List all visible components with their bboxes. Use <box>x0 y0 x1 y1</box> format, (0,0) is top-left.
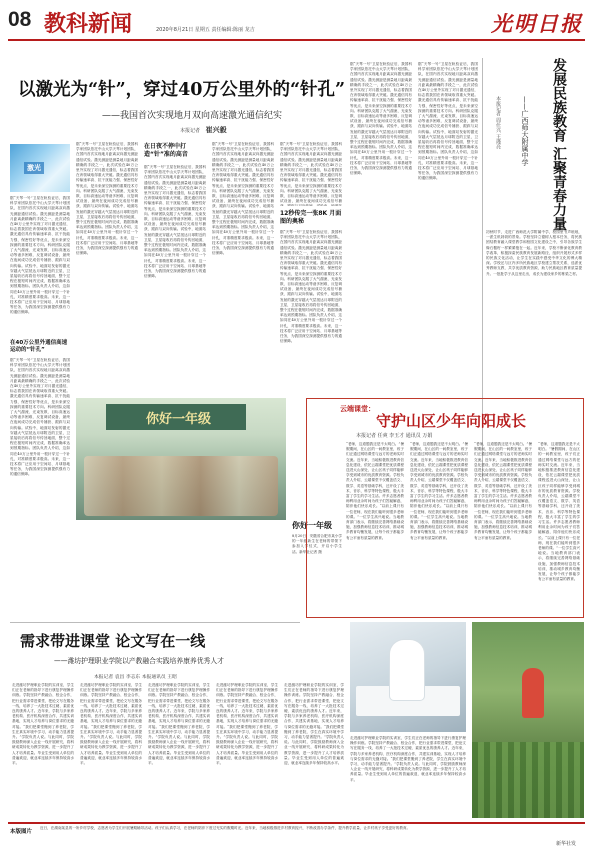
article4-headline: 需求带进课堂 论文写在一线 <box>20 632 206 650</box>
footer-credit: 新华社发 <box>556 841 577 847</box>
nursing-photo-caption: 走进潍坊护理职业学院的实训室，学生们正在老师的指导下进行康复护理操作训练。学院坚持产教融合、校企合作，把行业需求带进课堂，把论文写在服务一线，培养了一大批技术过硬、素质优良的康养人才。近年来，学院与多家养老机构、医疗机构深度合作，共建实训基地，实现人才培养与岗位需求的无缝对接。“我们把课堂搬到了养老院，学生在真实环境中学习，动手能力显著提升。”学院负责人说。与此同时，学院鼓励教师深入企业一线开展研究，将科研成果转化为教学资源，进一步提升了人才培养质量。毕业生受到用人单位的普遍欢迎，就业率连续多年保持较高水平。 <box>350 736 466 782</box>
masthead <box>8 4 585 44</box>
article1-col2: 据“天琴一号”卫星在轨验证后，我国科学家团队依托中山大学天琴计划团队，在国内首次实现地月距离双向激光测距通信试验。激光测距是测量地月距离最精确的手段之一，此次试验在40万公里外实现了对月激光通信，标志着我国在该领域取得重大突破。激光通信具有传输速率高、抗干扰能力强、保密性好等优点，是未来深空探测的重要技术方向。科研团队克服了大气湍流、光束发散、目标高速运动等诸多困难，反复调试设备，最终在夜间成功完成信号捕获、跟踪与双向传输。试验中，地面站发射的激光穿越大气层抵达月球附近的卫星，卫星接收后再将信号传回地面，整个过程在极短时间内完成，数据准确率达到预期指标。团队负责人介绍，这如同在40万公里外用一根针穿过一个针孔，对准精度要求极高。未来，这一技术将广泛应用于空间站、月球基地等任务，为我国深空探测提供强有力的通信保障。 <box>76 142 138 256</box>
subheading-c: 12秒传完一张8K 月面图的奥秘 <box>280 210 342 225</box>
footer-rule <box>8 822 585 824</box>
article4-col5: 走进潍坊护理职业学院的实训室，学生们正在老师的指导下进行康复护理操作训练。学院坚持产教融合、校企合作，把行业需求带进课堂，把论文写在服务一线，培养了一大批技术过硬、素质优良的康养人才。近年来，学院与多家养老机构、医疗机构深度合作，共建实训基地，实现人才培养与岗位需求的无缝对接。“我们把课堂搬到了养老院，学生在真实环境中学习，动手能力显著提升。”学院负责人说。与此同时，学院鼓励教师深入企业一线开展研究，将科研成果转化为教学资源，进一步提升了人才培养质量。毕业生受到用人单位的普遍欢迎，就业率连续多年保持较高水平。 <box>284 683 344 766</box>
article1-col5b: 据“天琴一号”卫星在轨验证后，我国科学家团队依托中山大学天琴计划团队，在国内首次实现地月距离双向激光测距通信试验。激光测距是测量地月距离最精确的手段之一，此次试验在40万公里外实现了对月激光通信，标志着我国在该领域取得重大突破。激光通信具有传输速率高、抗干扰能力强、保密性好等优点，是未来深空探测的重要技术方向。科研团队克服了大气湍流、光束发散、目标高速运动等诸多困难，反复调试设备，最终在夜间成功完成信号捕获、跟踪与双向传输。试验中，地面站发射的激光穿越大气层抵达月球附近的卫星，卫星接收后再将信号传回地面，整个过程在极短时间内完成，数据准确率达到预期指标。团队负责人介绍，这如同在40万公里外用一根针穿过一个针孔，对准精度要求极高。未来，这一技术将广泛应用于空间站、月球基地等任务，为我国深空探测提供强有力的通信保障。 <box>280 230 342 344</box>
laser-photo <box>10 144 70 192</box>
nursing-photo <box>350 622 466 732</box>
article2-byline: 本报记者 周仕兴 王瑾亮 <box>495 96 501 150</box>
article4-byline: 本报记者 袁昌 李志东 本报通讯员 王昭 <box>94 675 177 680</box>
article1-byline <box>180 125 227 135</box>
article4-col1: 走进潍坊护理职业学院的实训室，学生们正在老师的指导下进行康复护理操作训练。学院坚持产教融合、校企合作，把行业需求带进课堂，把论文写在服务一线，培养了一大批技术过硬、素质优良的康养人才。近年来，学院与多家养老机构、医疗机构深度合作，共建实训基地，实现人才培养与岗位需求的无缝对接。“我们把课堂搬到了养老院，学生在真实环境中学习，动手能力显著提升。”学院负责人说。与此同时，学院鼓励教师深入企业一线开展研究，将科研成果转化为教学资源，进一步提升了人才培养质量。毕业生受到用人单位的普遍欢迎，就业率连续多年保持较高水平。 <box>12 683 74 766</box>
page-number: 08 <box>8 8 32 31</box>
date-line: 2020年8月21日 星期五 责任编辑:陈丽 龙吉 <box>156 27 255 33</box>
byline-name: 崔兴毅 <box>205 126 227 134</box>
article1-col5: 据“天琴一号”卫星在轨验证后，我国科学家团队依托中山大学天琴计划团队，在国内首次实现地月距离双向激光测距通信试验。激光测距是测量地月距离最精确的手段之一，此次试验在40万公里外实现了对月激光通信，标志着我国在该领域取得重大突破。激光通信具有传输速率高、抗干扰能力强、保密性好等优点，是未来深空探测的重要技术方向。科研团队克服了大气湍流、光束发散、目标高速运动等诸多困难，反复调试设备，最终在夜间成功完成信号捕 <box>280 142 342 204</box>
article2-vertical-title <box>548 58 568 231</box>
photo-right-title: 你好一年级 <box>292 521 332 530</box>
plants <box>472 742 584 818</box>
vertical-title-text: 发展民族教育 汇聚青春力量 <box>551 58 567 231</box>
article4-subtitle: ——潍坊护理职业学院以产教融合实践培养康养优秀人才 <box>54 657 224 665</box>
students-row <box>84 456 278 516</box>
article4-col2: 走进潍坊护理职业学院的实训室，学生们正在老师的指导下进行康复护理操作训练。学院坚持产教融合、校企合作，把行业需求带进课堂，把论文写在服务一线，培养了一大批技术过硬、素质优良的康养人才。近年来，学院与多家养老机构、医疗机构深度合作，共建实训基地，实现人才培养与岗位需求的无缝对接。“我们把课堂搬到了养老院，学生在真实环境中学习，动手能力显著提升。”学院负责人说。与此同时，学院鼓励教师深入企业一线开展研究，将科研成果转化为教学资源，进一步提升了人才培养质量。毕业生受到用人单位的普遍欢迎，就业率连续多年保持较高水平。 <box>80 683 142 766</box>
classroom-photo <box>76 398 286 520</box>
person-figure <box>522 668 544 718</box>
article2-body: 初秋时节，走进广西师范大学附属中学，校园里书声琅琅，一派生机勃勃的景象。学校坚持立德树人根本任务，将民族团结教育融入课堂教学和校园文化建设之中，引导各族学生像石榴籽一样紧紧抱在一起。近年来，学校不断深化教育教学改革，积极探索民族教育发展新路径，组织开展形式多样的民族文化活动，让学生在实践中感受中华文化的博大精深。学校还与区内多所民族地区学校建立帮扶关系，选派优秀教师支教，共享优质教育资源，助力民族地区教育质量提升。一批批学子从这里走出，成长为建设家乡的栋梁之材。 <box>486 230 582 276</box>
blackboard-text: 你好一年级 <box>146 412 212 427</box>
subheading-a: 在40万公里外通信高速运动的“针孔” <box>10 340 68 353</box>
article1-subtitle: ——我国首次实现地月双向高速激光通信纪实 <box>102 111 283 121</box>
masthead-rule <box>8 39 585 41</box>
article3-col3: “老师，这道题我还是不太明白。”暑假期间，在山区的一间教室里，孩子们正通过网络课堂与远方的老师实时交流。近年来，当地积极推进教育信息化建设，依托云端课堂把优质课程送进大山深处，让山区孩子同样能够享受到城市的优质教育资源。学校负责人介绍，云端课堂不仅覆盖语文、数学、英语等基础学科，还开设了美术、音乐、科学等特色课程，极大丰富了学生的学习生活。许多志愿者教师利用业余时间为孩子们答疑解惑，陪伴他们快乐成长。“以前上课只有一位老师，现在我们能听到很多老师的课。”一位学生高兴地说。当地教育部门表示，将继续完善网络基础设施，加强教师信息技术培训，推动城乡教育均衡发展，让每个孩子都能享有公平而有质量的教育。 <box>474 442 532 540</box>
article3-byline: 本报记者 任爽 李玉才 通讯员 万娟 <box>356 433 433 439</box>
article4-col3: 走进潍坊护理职业学院的实训室，学生们正在老师的指导下进行康复护理操作训练。学院坚持产教融合、校企合作，把行业需求带进课堂，把论文写在服务一线，培养了一大批技术过硬、素质优良的康养人才。近年来，学院与多家养老机构、医疗机构深度合作，共建实训基地，实现人才培养与岗位需求的无缝对接。“我们把课堂搬到了养老院，学生在真实环境中学习，动手能力显著提升。”学院负责人说。与此同时，学院鼓励教师深入企业一线开展研究，将科研成果转化为教学资源，进一步提升了人才培养质量。毕业生受到用人单位的普遍欢迎，就业率连续多年保持较高水平。 <box>148 683 210 766</box>
article3-col2: “老师，这道题我还是不太明白。”暑假期间，在山区的一间教室里，孩子们正通过网络课堂与远方的老师实时交流。近年来，当地积极推进教育信息化建设，依托云端课堂把优质课程送进大山深处，让山区孩子同样能够享受到城市的优质教育资源。学校负责人介绍，云端课堂不仅覆盖语文、数学、英语等基础学科，还开设了美术、音乐、科学等特色课程，极大丰富了学生的学习生活。许多志愿者教师利用业余时间为孩子们答疑解惑，陪伴他们快乐成长。“以前上课只有一位老师，现在我们能听到很多老师的课。”一位学生高兴地说。当地教育部门表示，将继续完善网络基础设施，加强教师信息技术培训，推动城乡教育均衡发展，让每个孩子都能享有公平而有质量的教育。 <box>410 442 468 540</box>
footer-text: 近日，在湖南某县的一所乡村学校，志愿者为学生们开展暑期辅导活动。孩子们认真学习，在老师的陪伴下度过充实的假期时光。近年来，当地积极推进乡村教育振兴，不断改善办学条件，提升教学质量，让乡村孩子享受更好的教育。 <box>40 826 411 830</box>
newspaper-logo: 光明日报 <box>491 11 583 36</box>
article3-col1: “老师，这道题我还是不太明白。”暑假期间，在山区的一间教室里，孩子们正通过网络课堂与远方的老师实时交流。近年来，当地积极推进教育信息化建设，依托云端课堂把优质课程送进大山深处，让山区孩子同样能够享受到城市的优质教育资源。学校负责人介绍，云端课堂不仅覆盖语文、数学、英语等基础学科，还开设了美术、音乐、科学等特色课程，极大丰富了学生的学习生活。许多志愿者教师利用业余时间为孩子们答疑解惑，陪伴他们快乐成长。“以前上课只有一位老师，现在我们能听到很多老师的课。”一位学生高兴地说。当地教育部门表示，将继续完善网络基础设施，加强教师信息技术培训，推动城乡教育均衡发展，让每个孩子都能享有公平而有质量的教育。 <box>346 442 404 540</box>
subheading-b: 在日夜不停中打造“针”准的高音 <box>144 143 188 158</box>
article3-col4: “老师，这道题我还是不太明白。”暑假期间，在山区的一间教室里，孩子们正通过网络课堂与远方的老师实时交流。近年来，当地积极推进教育信息化建设，依托云端课堂把优质课程送进大山深处，让山区孩子同样能够享受到城市的优质教育资源。学校负责人介绍，云端课堂不仅覆盖语文、数学、英语等基础学科，还开设了美术、音乐、科学等特色课程，极大丰富了学生的学习生活。许多志愿者教师利用业余时间为孩子们答疑解惑，陪伴他们快乐成长。“以前上课只有一位老师，现在我们能听到很多老师的课。”一位学生高兴地说。当地教育部门表示，将继续完善网络基础设施，加强教师信息技术培训，推动城乡教育均衡发展，让每个孩子都能享有公平而有质量的教育。 <box>538 442 580 582</box>
laser-photo-label: 激光 <box>24 162 44 174</box>
byline-label: 本报记者 <box>180 128 201 134</box>
article1-headline: 以激光为“针”，穿过40万公里外的“针孔” <box>18 80 346 100</box>
article1-col7: 据“天琴一号”卫星在轨验证后，我国科学家团队依托中山大学天琴计划团队，在国内首次实现地月距离双向激光测距通信试验。激光测距是测量地月距离最精确的手段之一，此次试验在40万公里外实现了对月激光通信，标志着我国在该领域取得重大突破。激光通信具有传输速率高、抗干扰能力强、保密性好等优点，是未来深空探测的重要技术方向。科研团队克服了大气湍流、光束发散、目标高速运动等诸多困难，反复调试设备，最终在夜间成功完成信号捕获、跟踪与双向传输。试验中，地面站发射的激光穿越大气层抵达月球附近的卫星，卫星接收后再将信号传回地面，整个过程在极短时间内完成，数据准确率达到预期指标。团队负责人介绍，这如同在40万公里外用一根针穿过一个针孔，对准精度要求极高。未来，这一技术将广泛应用于空间站、月球基地等任务，为我国深空探测提供强有力的通信保障。 <box>418 62 478 181</box>
nurse-figure <box>390 640 424 700</box>
article3-headline: 守护山区少年向阳成长 <box>376 412 527 430</box>
article1-col1b: 据“天琴一号”卫星在轨验证后，我国科学家团队依托中山大学天琴计划团队，在国内首次实现地月距离双向激光测距通信试验。激光测距是测量地月距离最精确的手段之一，此次试验在40万公里外实现了对月激光通信，标志着我国在该领域取得重大突破。激光通信具有传输速率高、抗干扰能力强、保密性好等优点，是未来深空探测的重要技术方向。科研团队克服了大气湍流、光束发散、目标高速运动等诸多困难，反复调试设备，最终在夜间成功完成信号捕获、跟踪与双向传输。试验中，地面站发射的激光穿越大气层抵达月球附近的卫星，卫星接收后再将信号传回地面，整个过程在极短时间内完成，数据准确率达到预期指标。团队负责人介绍，这如同在40万公里外用一根针穿过一个针孔，对准精度要求极高。未来，这一技术将广泛应用于空间站、月球基地等任务，为我国深空探测提供强有力的通信保障。 <box>10 358 70 477</box>
footer-label: 本版图片 <box>10 829 33 835</box>
garden-photo <box>472 622 584 818</box>
article1-col4: 据“天琴一号”卫星在轨验证后，我国科学家团队依托中山大学天琴计划团队，在国内首次实现地月距离双向激光测距通信试验。激光测距是测量地月距离最精确的手段之一，此次试验在40万公里外实现了对月激光通信，标志着我国在该领域取得重大突破。激光通信具有传输速率高、抗干扰能力强、保密性好等优点，是未来深空探测的重要技术方向。科研团队克服了大气湍流、光束发散、目标高速运动等诸多困难，反复调试设备，最终在夜间成功完成信号捕获、跟踪与双向传输。试验中，地面站发射的激光穿越大气层抵达月球附近的卫星，卫星接收后再将信号传回地面，整个过程在极短时间内完成，数据准确率达到预期指标。团队负责人介绍，这如同在40万公里外用一根针穿过一个针孔，对准精度要求极高。未来，这一技术将广泛应用于空间站、月球基地等任务，为我国深空探测提供强有力的通信保障。 <box>212 142 274 256</box>
section-title: 教科新闻 <box>44 11 133 37</box>
article3-kicker: 云端课堂： <box>340 405 375 413</box>
article1-col3: 据“天琴一号”卫星在轨验证后，我国科学家团队依托中山大学天琴计划团队，在国内首次实现地月距离双向激光测距通信试验。激光测距是测量地月距离最精确的手段之一，此次试验在40万公里外实现了对月激光通信，标志着我国在该领域取得重大突破。激光通信具有传输速率高、抗干扰能力强、保密性好等优点，是未来深空探测的重要技术方向。科研团队克服了大气湍流、光束发散、目标高速运动等诸多困难，反复调试设备，最终在夜间成功完成信号捕获、跟踪与双向传输。试验中，地面站发射的激光穿越大气层抵达月球附近的卫星，卫星接收后再将信号传回地面，整个过程在极短时间内完成，数据准确率达到预期指标。团队负责人介绍，这如同在40万公里外用一根针穿过一个针孔，对准精度要求极高。未来，这一技术将广泛应用于空间站、月球基地等任务，为我国深空探测提供强有力的通信保障。 <box>144 165 206 279</box>
article2-vertical-sub: ——广西师大附属中学 <box>521 96 529 166</box>
photo-right-caption: 8月20日，安徽省合肥市某小学的一年级新生在老师的带领下参加入学仪式，开启小学生活。新华社记者 摄 <box>292 534 342 554</box>
article1-col6: 据“天琴一号”卫星在轨验证后，我国科学家团队依托中山大学天琴计划团队，在国内首次实现地月距离双向激光测距通信试验。激光测距是测量地月距离最精确的手段之一，此次试验在40万公里外实现了对月激光通信，标志着我国在该领域取得重大突破。激光通信具有传输速率高、抗干扰能力强、保密性好等优点，是未来深空探测的重要技术方向。科研团队克服了大气湍流、光束发散、目标高速运动等诸多困难，反复调试设备，最终在夜间成功完成信号捕获、跟踪与双向传输。试验中，地面站发射的激光穿越大气层抵达月球附近的卫星，卫星接收后再将信号传回地面，整个过程在极短时间内完成，数据准确率达到预期指标。团队负责人介绍，这如同在40万公里外用一根针穿过一个针孔，对准精度要求极高。未来，这一技术将广泛应用于空间站、月球基地等任务，为我国深空探测提供强有力的通信保障。 <box>350 62 412 176</box>
article1-col1: 据“天琴一号”卫星在轨验证后，我国科学家团队依托中山大学天琴计划团队，在国内首次实现地月距离双向激光测距通信试验。激光测距是测量地月距离最精确的手段之一，此次试验在40万公里外实现了对月激光通信，标志着我国在该领域取得重大突破。激光通信具有传输速率高、抗干扰能力强、保密性好等优点，是未来深空探测的重要技术方向。科研团队克服了大气湍流、光束发散、目标高速运动等诸多困难，反复调试设备，最终在夜间成功完成信号捕获、跟踪与双向传输。试验中，地面站发射的激光穿越大气层抵达月球附近的卫星，卫星接收后再将信号传回地面，整个过程在极短时间内完成，数据准确率达到预期指标。团队负责人介绍，这如同在40万公里外用一根针穿过一个针孔，对准精度要求极高。未来，这一技术将广泛应用于空间站、月球基地等任务，为我国深空探测提供强有力的通信保障。 <box>10 196 70 315</box>
article4-col4: 走进潍坊护理职业学院的实训室，学生们正在老师的指导下进行康复护理操作训练。学院坚持产教融合、校企合作，把行业需求带进课堂，把论文写在服务一线，培养了一大批技术过硬、素质优良的康养人才。近年来，学院与多家养老机构、医疗机构深度合作，共建实训基地，实现人才培养与岗位需求的无缝对接。“我们把课堂搬到了养老院，学生在真实环境中学习，动手能力显著提升。”学院负责人说。与此同时，学院鼓励教师深入企业一线开展研究，将科研成果转化为教学资源，进一步提升了人才培养质量。毕业生受到用人单位的普遍欢迎，就业率连续多年保持较高水平。 <box>216 683 278 766</box>
divider-lower <box>10 622 300 623</box>
